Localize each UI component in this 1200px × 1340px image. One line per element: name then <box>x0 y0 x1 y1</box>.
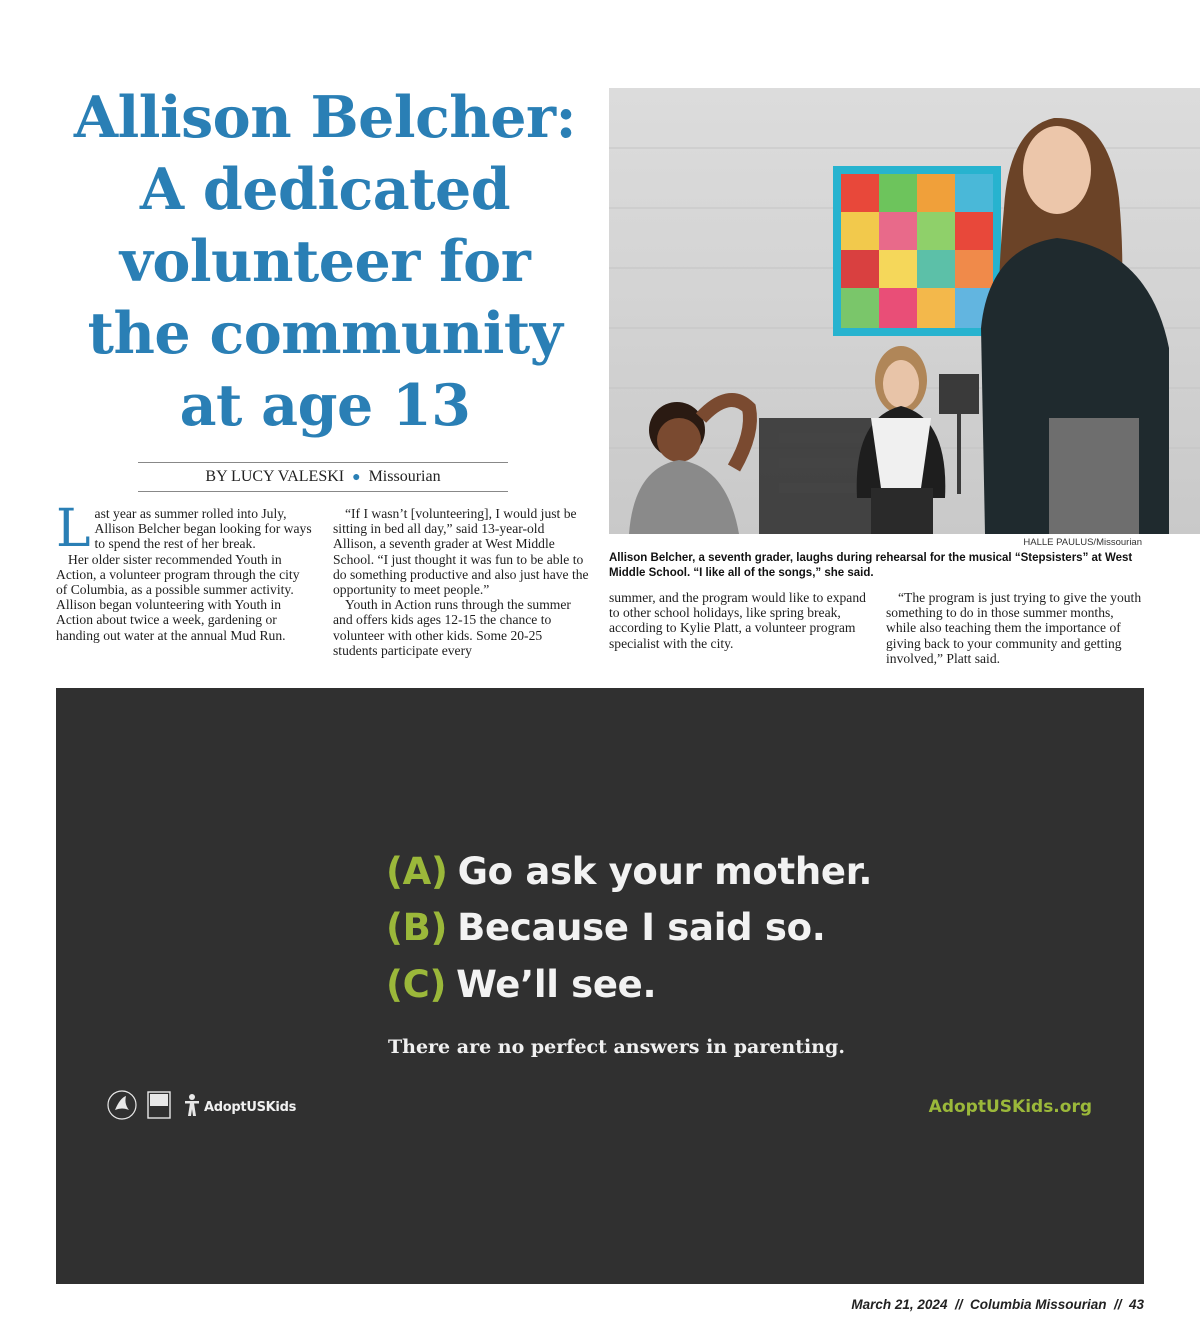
headline-line: at age 13 <box>179 372 471 439</box>
headline <box>60 82 590 442</box>
headline-line: A dedicated <box>139 156 511 223</box>
article-column-3 <box>609 590 867 651</box>
byline <box>138 466 508 489</box>
ad-option-letter: (B) <box>386 906 448 949</box>
byline-author: BY LUCY VALESKI <box>205 468 345 485</box>
headline-line: volunteer for <box>119 228 531 295</box>
article-photo <box>609 88 1200 534</box>
photo-illustration <box>609 88 1200 534</box>
ad-option-b <box>386 906 825 949</box>
page-footer: March 21, 2024 // Columbia Missourian // 43 <box>851 1297 1144 1312</box>
article-column-2 <box>333 506 589 658</box>
bullet-icon: ● <box>352 470 361 485</box>
article-paragraph: “The program is just trying to give the youth something to do in those summer months, while also teaching them the importance of giving back to your community and getting involved,” Platt said. <box>886 590 1142 666</box>
ad-option-letter: (C) <box>386 963 447 1006</box>
ad-tagline: There are no perfect answers in parenting. <box>388 1036 845 1058</box>
article-column-1 <box>56 499 312 643</box>
article-paragraph: summer, and the program would like to expand to other school holidays, like spring break, according to Kylie Platt, a volunteer program specialist with the city. <box>609 590 866 651</box>
ad-option-a <box>386 850 872 893</box>
adoptuskids-figure-icon <box>185 1094 199 1116</box>
byline-rule <box>138 491 508 492</box>
ad-option-text: Go ask your mother. <box>457 850 873 893</box>
byline-rule <box>138 462 508 463</box>
article-paragraph: ast year as summer rolled into July, Allison Belcher began looking for ways to spend the rest of her break. <box>94 506 312 552</box>
ad-option-c <box>386 963 656 1006</box>
article-paragraph: Her older sister recommended Youth in Action, a volunteer program through the city of Columbia, as a possible summer activity. Allison began volunteering with Youth in Action about twice a week, gardening or handing out water at the annual Mud Run. <box>56 551 300 643</box>
headline-line: Allison Belcher: <box>73 84 577 151</box>
logo-marks <box>106 1088 206 1122</box>
hhs-seal-icon <box>108 1091 136 1119</box>
byline-outlet: Missourian <box>368 468 441 485</box>
adoptuskids-logo-text: AdoptUSKids <box>204 1100 297 1115</box>
ad-option-text: Because I said so. <box>457 906 826 949</box>
article-paragraph: Youth in Action runs through the summer and offers kids ages 12-15 the chance to volunteer with other kids. Some 20-25 students participate every <box>333 597 571 658</box>
ad-option-text: We’ll see. <box>456 963 657 1006</box>
ad-url[interactable]: AdoptUSKids.org <box>928 1097 1092 1117</box>
ad-council-logo <box>148 1092 170 1118</box>
article-paragraph: “If I wasn’t [volunteering], I would just be sitting in bed all day,” said 13-year-old Allison, a seventh grader at West Middle School. “I just thought it was fun to be able to do something productive and also just have the opportunity to meet people.” <box>333 506 589 598</box>
photo-caption: Allison Belcher, a seventh grader, laughs during rehearsal for the musical “Stepsisters” at West Middle School. “I like all of the songs,” she said. <box>609 552 1133 579</box>
dropcap: L <box>56 499 91 559</box>
article-column-4 <box>886 590 1144 666</box>
ad-option-letter: (A) <box>386 850 448 893</box>
headline-line: the community <box>87 300 563 367</box>
photo-credit: HALLE PAULUS/Missourian <box>1023 537 1142 548</box>
